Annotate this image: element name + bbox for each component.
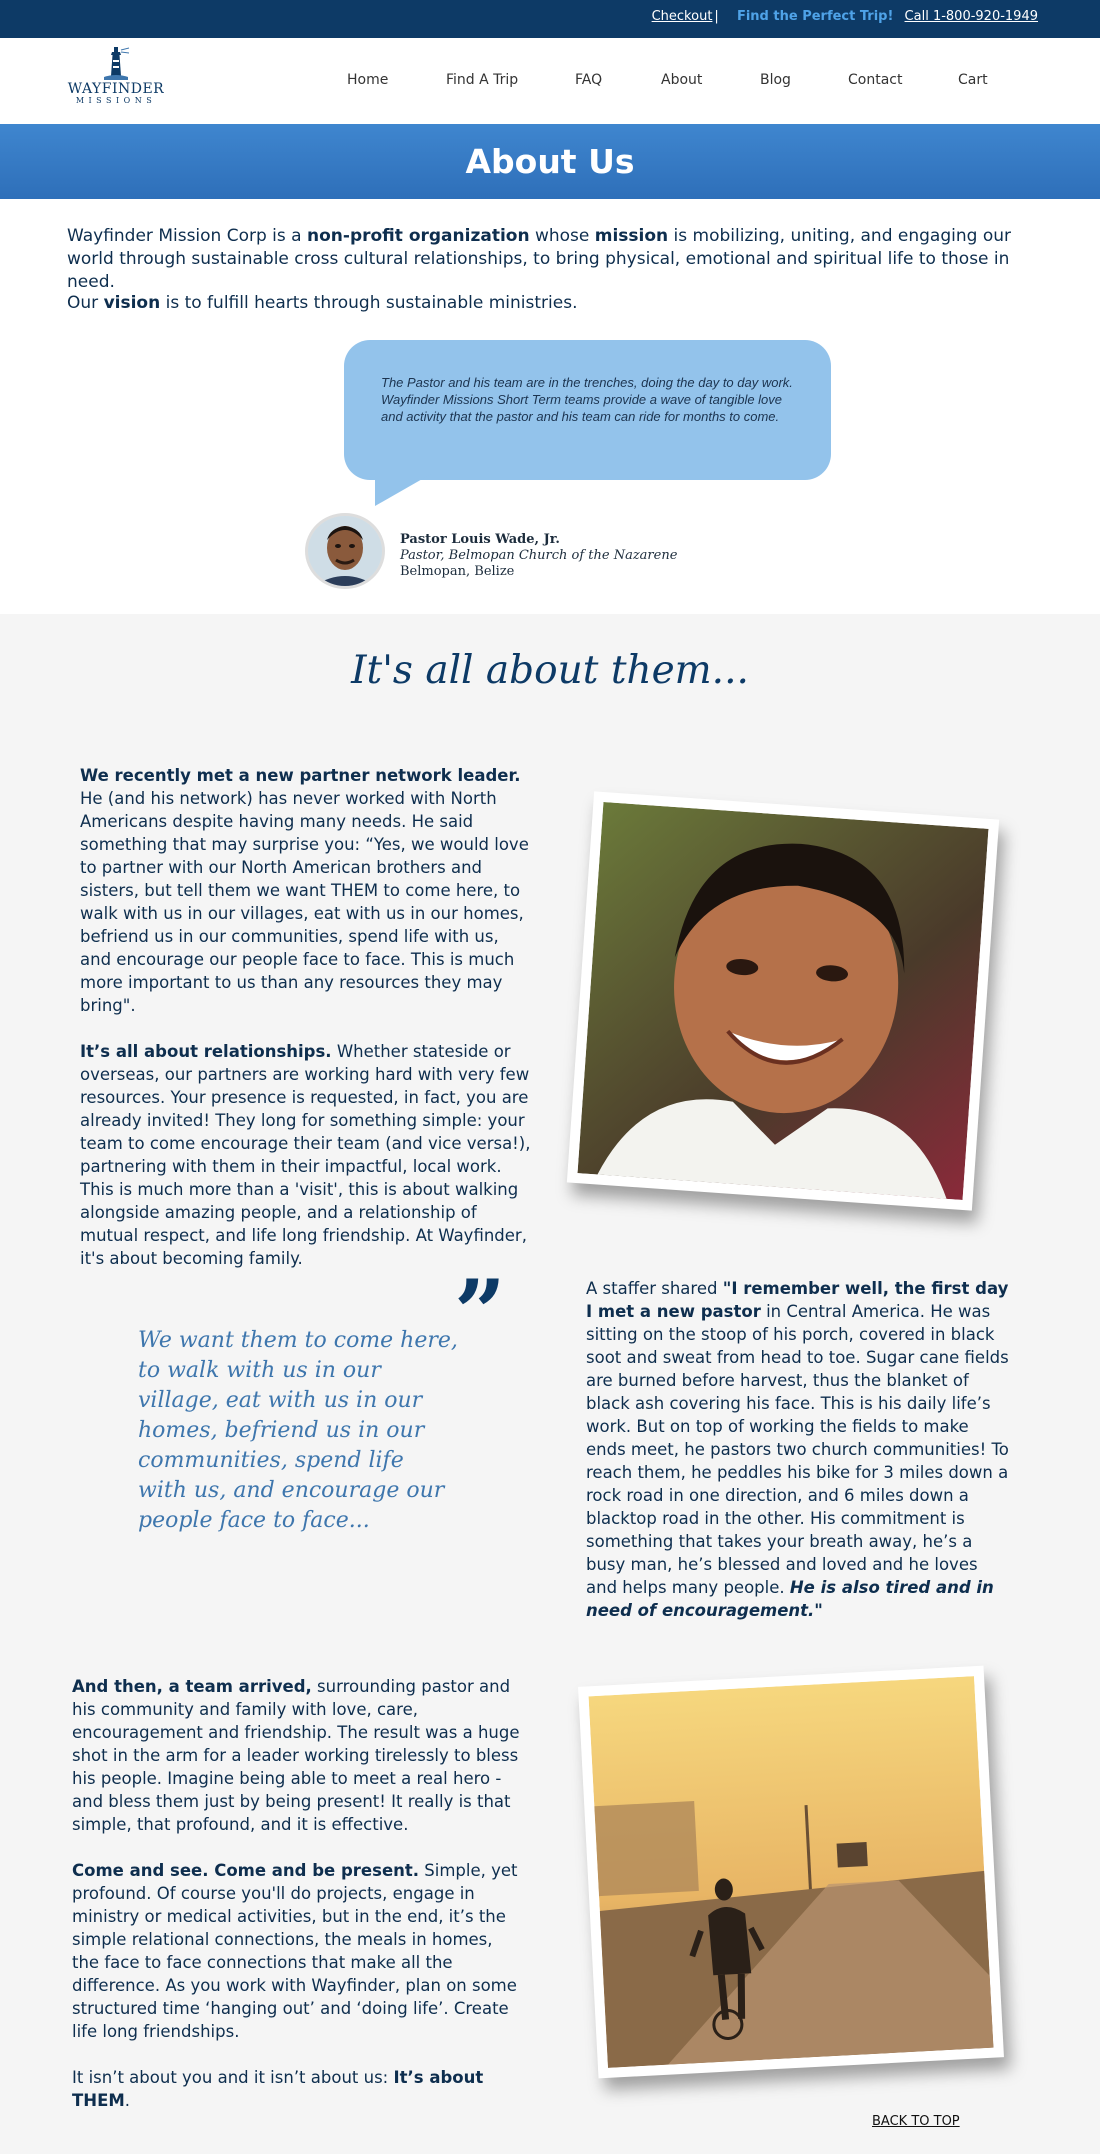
- testimonial-author: [400, 532, 677, 580]
- testimonial-text: The Pastor and his team are in the trenches, doing the day to day work. Wayfinder Missions Short Term teams provide a wave of tangible love and activity that the pastor and his team can ride for months to come.: [381, 375, 793, 424]
- logo-name: WAYFINDER: [67, 81, 165, 97]
- find-perfect-trip-link[interactable]: Find the Perfect Trip!: [736, 9, 894, 24]
- pull-quote: We want them to come here, to walk with us in our village, eat with us in our homes, befriend us in our communities, spend life with us, and encourage our people face to face...: [138, 1328, 458, 1533]
- page-banner: [0, 124, 1100, 199]
- nav-blog[interactable]: Blog: [760, 72, 791, 88]
- paragraph: Come and see. Come and be present. Simple, yet profound. Of course you'll do projects, engage in ministry or medical activities, but in the end, it’s the simple relational connections, the meals in homes, the face to face connections that make all the difference. As you work with Wayfinder, plan on some structured time ‘hanging out’ and ‘doing life’. Create life long friendships.: [72, 1861, 518, 2041]
- page-title: About Us: [465, 142, 635, 181]
- paragraph: And then, a team arrived, surrounding pastor and his community and family with love, care, encouragement and friendship. The result was a huge shot in the arm for a leader working tirelessly to bless his people. Imagine being able to meet a real hero - and bless them just by being present! It really is that simple, that profound, and it is effective.: [72, 1677, 520, 1834]
- vision-statement: Our vision is to fulfill hearts through sustainable ministries.: [67, 293, 578, 313]
- quote-mark: ”: [454, 1260, 506, 1366]
- logo-sub: MISSIONS: [75, 96, 157, 105]
- team-text: [72, 1675, 524, 2135]
- mission-statement: Wayfinder Mission Corp is a non-profit organization whose mission is mobilizing, uniting, and engaging our world through sustainable cross cultural relationships, to bring physical, emotional and spiritual life to those in need.: [67, 226, 1011, 292]
- top-bar: [0, 0, 1100, 38]
- paragraph: We recently met a new partner network leader. He (and his network) has never worked with North Americans despite having many needs. He said something that may surprise you: “Yes, we would love to partner with our North American brothers and sisters, but tell them we want THEM to come here, to walk with us in our villages, eat with us in our homes, befriend us in our communities, spend life with us, and encourage our people face to face. This is much more important to us than any resources they may bring".: [80, 766, 529, 1015]
- paragraph: It isn’t about you and it isn’t about us: It’s about THEM.: [72, 2068, 484, 2110]
- author-name: Pastor Louis Wade, Jr.: [400, 532, 560, 547]
- checkout-link[interactable]: Checkout: [651, 9, 713, 24]
- bubble-tail: [375, 474, 435, 506]
- phone-link[interactable]: Call 1-800-920-1949: [904, 9, 1038, 24]
- boy-image: [577, 802, 988, 1200]
- bike-photo: [578, 1666, 1004, 2079]
- topbar-separator: |: [714, 9, 719, 24]
- section-headline: It's all about them...: [351, 648, 749, 693]
- nav-faq[interactable]: FAQ: [575, 72, 603, 88]
- back-to-top-link[interactable]: BACK TO TOP: [872, 2114, 960, 2129]
- author-title: Pastor, Belmopan Church of the Nazarene: [400, 548, 678, 563]
- nav-home[interactable]: Home: [347, 72, 389, 88]
- nav-contact[interactable]: Contact: [848, 72, 903, 88]
- nav-find-a-trip[interactable]: Find A Trip: [446, 72, 519, 88]
- boy-photo: [567, 791, 999, 1210]
- bike-image: [589, 1676, 994, 2068]
- avatar: [305, 513, 385, 589]
- paragraph: A staffer shared "I remember well, the first day I met a new pastor in Central America. He was sitting on the stoop of his porch, covered in black soot and sweat from head to toe. Sugar cane fields are burned before harvest, thus the blanket of black ash covering his face. This is his daily life’s work. But on top of working the fields to make ends meet, he pastors two church communities! To reach them, he peddles his bike for 3 miles down a rock road in one direction, and 6 miles down a blacktop road in the other. His commitment is something that takes your breath away, he’s a busy man, he’s blessed and loved and he loves and helps many people. He is also tired and in need of encouragement.": [586, 1279, 1009, 1620]
- paragraph: It’s all about relationships. Whether stateside or overseas, our partners are working hard with very few resources. Your presence is requested, in fact, you are already invited! They long for something simple: your team to come encourage their team (and vice versa!), partnering with them in their impactful, local work. This is much more than a 'visit', this is about walking alongside amazing people, and a relationship of mutual respect, and life long friendship. At Wayfinder, it's about becoming family.: [80, 1042, 531, 1268]
- staffer-story: [586, 1277, 1010, 1645]
- nav-about[interactable]: About: [661, 72, 703, 88]
- nav-cart[interactable]: Cart: [958, 72, 988, 88]
- relationships-text: [80, 764, 532, 1293]
- author-location: Belmopan, Belize: [400, 564, 515, 579]
- testimonial-bubble: [344, 340, 831, 480]
- intro-section: [0, 199, 1100, 614]
- site-header: [0, 38, 1100, 124]
- main-nav: [0, 72, 1100, 92]
